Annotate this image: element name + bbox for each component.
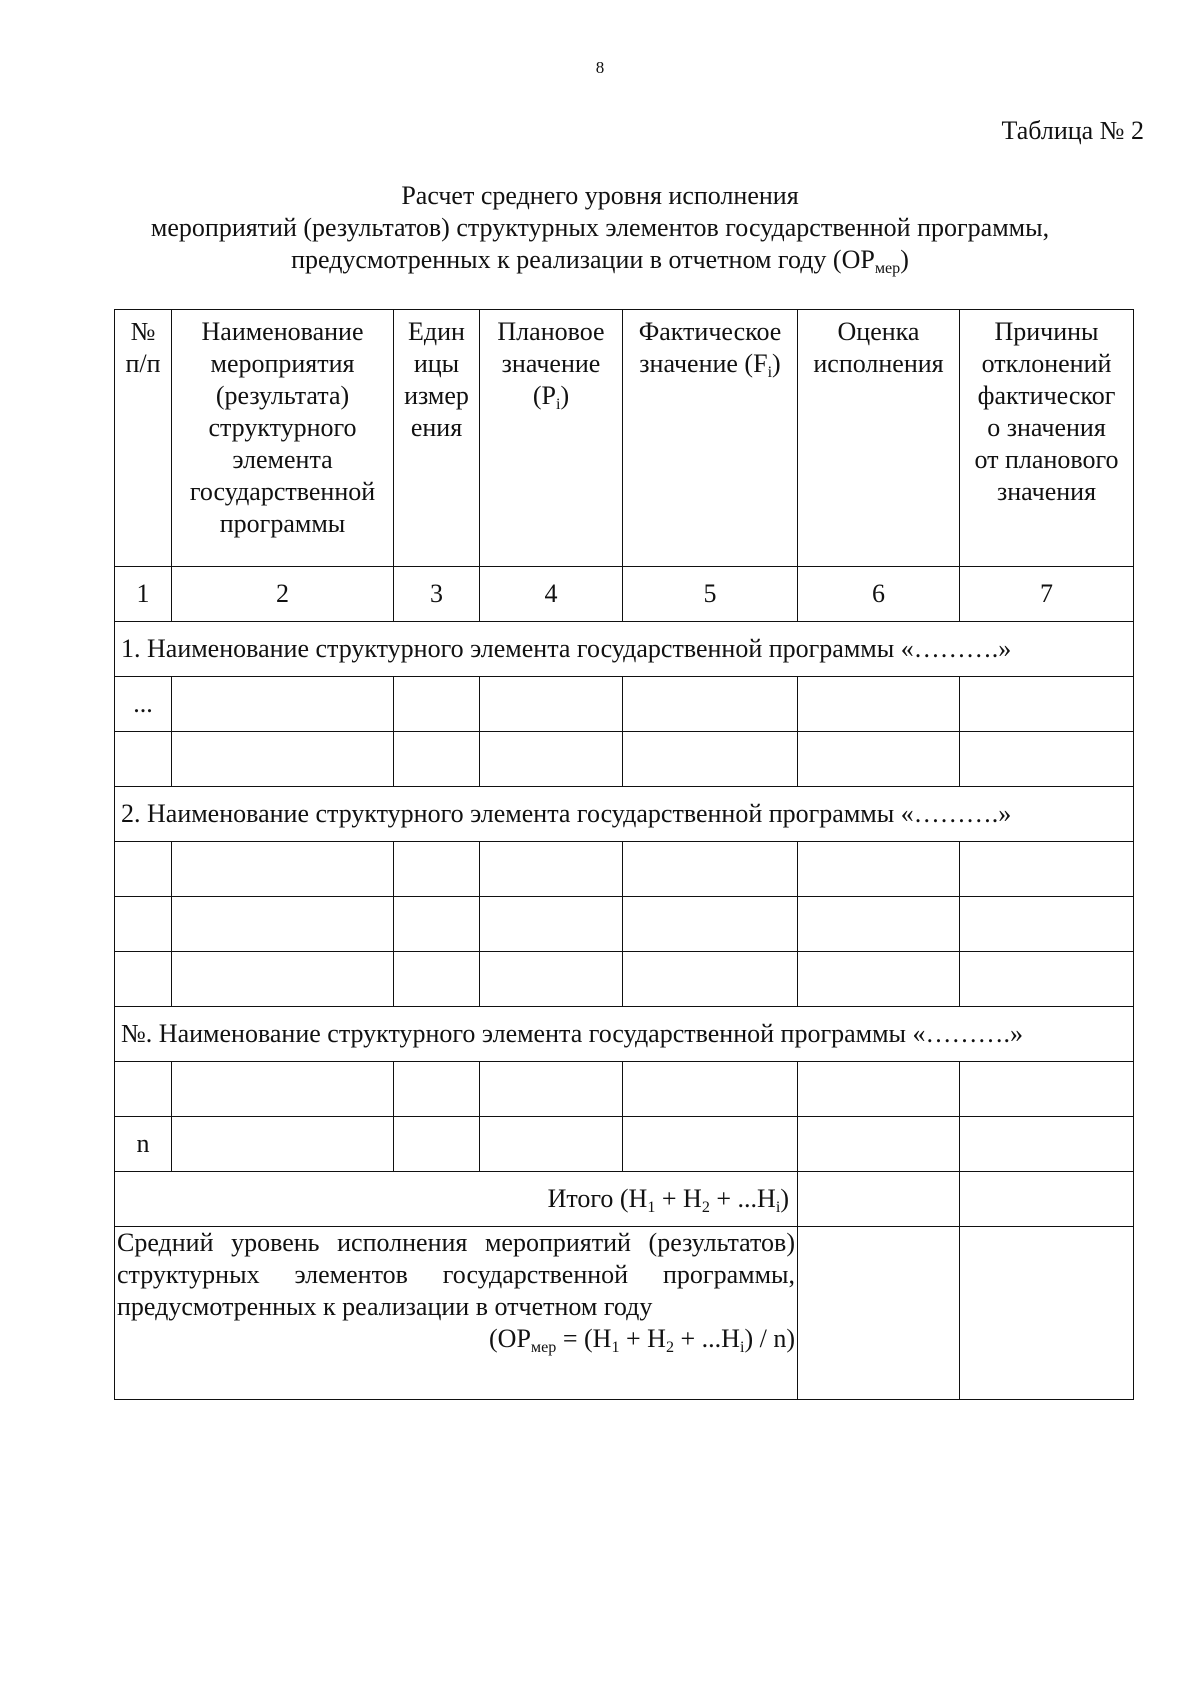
average-reasons-cell bbox=[960, 1227, 1134, 1400]
header-reasons-line: о значения bbox=[987, 413, 1106, 442]
average-formula-part: ) / n) bbox=[744, 1324, 795, 1353]
header-assessment: Оценка исполнения bbox=[798, 310, 960, 567]
total-formula-part: Итого (H bbox=[547, 1184, 648, 1213]
header-unit-line: ицы bbox=[413, 349, 460, 378]
empty-cell bbox=[172, 1117, 394, 1172]
total-formula-part: i bbox=[775, 1198, 781, 1216]
empty-cell bbox=[960, 732, 1134, 787]
header-number: № п/п bbox=[115, 310, 172, 567]
empty-cell bbox=[798, 842, 960, 897]
header-activity-name: Наименование мероприятия (результата) структурного элемента государственной программы bbox=[172, 310, 394, 567]
title-line-3-close: ) bbox=[900, 245, 909, 274]
title-line-3 bbox=[0, 244, 1200, 276]
empty-cell bbox=[798, 1117, 960, 1172]
column-number: 4 bbox=[480, 567, 623, 622]
header-actual-value bbox=[623, 310, 798, 567]
total-formula-part: ) bbox=[780, 1184, 789, 1213]
empty-cell bbox=[480, 897, 623, 952]
empty-cell bbox=[172, 842, 394, 897]
empty-cell bbox=[623, 1117, 798, 1172]
header-reasons-line: отклонений bbox=[981, 349, 1112, 378]
header-planned-close: ) bbox=[560, 381, 570, 410]
header-actual-sub: i bbox=[767, 363, 773, 381]
table-row bbox=[115, 1062, 1134, 1117]
empty-cell bbox=[394, 897, 480, 952]
document-title bbox=[0, 180, 1200, 276]
empty-cell bbox=[480, 952, 623, 1007]
average-label bbox=[115, 1227, 798, 1400]
row-number-cell bbox=[115, 732, 172, 787]
empty-cell bbox=[623, 842, 798, 897]
empty-cell bbox=[394, 677, 480, 732]
average-formula bbox=[117, 1323, 795, 1355]
table-row bbox=[115, 1117, 1134, 1172]
section-title: 2. Наименование структурного элемента государственной программы «……….» bbox=[115, 787, 1134, 842]
total-formula-part: 2 bbox=[701, 1198, 710, 1216]
header-reasons-line: от планового bbox=[974, 445, 1119, 474]
row-number-cell: ... bbox=[115, 677, 172, 732]
column-number: 7 bbox=[960, 567, 1134, 622]
section-title-row bbox=[115, 1007, 1134, 1062]
empty-cell bbox=[623, 1062, 798, 1117]
section-title: 1. Наименование структурного элемента государственной программы «……….» bbox=[115, 622, 1134, 677]
page-number: 8 bbox=[595, 58, 605, 77]
header-row bbox=[115, 310, 1134, 567]
header-actual-close: ) bbox=[772, 349, 781, 378]
empty-cell bbox=[798, 952, 960, 1007]
empty-cell bbox=[960, 677, 1134, 732]
average-formula-part: 2 bbox=[665, 1338, 675, 1356]
empty-cell bbox=[798, 1062, 960, 1117]
total-assessment-cell bbox=[798, 1172, 960, 1227]
section-title-row bbox=[115, 787, 1134, 842]
empty-cell bbox=[394, 732, 480, 787]
empty-cell bbox=[960, 952, 1134, 1007]
column-number: 5 bbox=[623, 567, 798, 622]
row-number-cell: n bbox=[115, 1117, 172, 1172]
row-number-cell bbox=[115, 1062, 172, 1117]
empty-cell bbox=[172, 677, 394, 732]
title-line-2: мероприятий (результатов) структурных элементов государственной программы, bbox=[150, 213, 1050, 242]
column-number: 6 bbox=[798, 567, 960, 622]
title-line-3-main: предусмотренных к реализации в отчетном году (ОР bbox=[291, 245, 875, 274]
header-reasons-line: Причины bbox=[994, 317, 1099, 346]
header-reasons-line: значения bbox=[996, 477, 1097, 506]
empty-cell bbox=[623, 952, 798, 1007]
average-description: Средний уровень исполнения мероприятий (результатов) структурных элементов государственной программы, предусмотренных к реализации в отчетном году bbox=[117, 1228, 795, 1321]
empty-cell bbox=[623, 677, 798, 732]
empty-cell bbox=[172, 732, 394, 787]
title-line-1: Расчет среднего уровня исполнения bbox=[401, 181, 799, 210]
row-number-cell bbox=[115, 842, 172, 897]
header-planned-value bbox=[480, 310, 623, 567]
header-unit-line: ения bbox=[410, 413, 463, 442]
total-row bbox=[115, 1172, 1134, 1227]
empty-cell bbox=[480, 677, 623, 732]
empty-cell bbox=[798, 677, 960, 732]
table-row bbox=[115, 842, 1134, 897]
average-assessment-cell bbox=[798, 1227, 960, 1400]
title-subscript-mer: мер bbox=[874, 259, 901, 277]
empty-cell bbox=[480, 732, 623, 787]
average-formula-part: = (H bbox=[556, 1324, 612, 1353]
total-reasons-cell bbox=[960, 1172, 1134, 1227]
average-formula-part: мер bbox=[530, 1338, 557, 1356]
empty-cell bbox=[172, 952, 394, 1007]
row-number-cell bbox=[115, 952, 172, 1007]
average-formula-part: (ОР bbox=[489, 1324, 531, 1353]
header-deviation-reasons bbox=[960, 310, 1134, 567]
average-formula-part: i bbox=[739, 1338, 745, 1356]
empty-cell bbox=[480, 1117, 623, 1172]
header-planned-sub: i bbox=[555, 395, 561, 413]
table-row bbox=[115, 732, 1134, 787]
section-title: №. Наименование структурного элемента государственной программы «……….» bbox=[115, 1007, 1134, 1062]
column-number: 1 bbox=[115, 567, 172, 622]
empty-cell bbox=[960, 842, 1134, 897]
empty-cell bbox=[172, 1062, 394, 1117]
section-title-row bbox=[115, 622, 1134, 677]
empty-cell bbox=[394, 952, 480, 1007]
row-number-cell bbox=[115, 897, 172, 952]
empty-cell bbox=[623, 732, 798, 787]
header-reasons-line: фактическог bbox=[977, 381, 1116, 410]
column-number: 3 bbox=[394, 567, 480, 622]
average-formula-part: + ...H bbox=[674, 1324, 740, 1353]
empty-cell bbox=[623, 897, 798, 952]
table-row bbox=[115, 897, 1134, 952]
calculation-table bbox=[114, 309, 1134, 1400]
empty-cell bbox=[172, 897, 394, 952]
empty-cell bbox=[960, 1062, 1134, 1117]
table-row bbox=[115, 677, 1134, 732]
total-formula-part: 1 bbox=[647, 1198, 656, 1216]
empty-cell bbox=[798, 897, 960, 952]
average-formula-part: 1 bbox=[611, 1338, 620, 1356]
table-row bbox=[115, 952, 1134, 1007]
table-label: Таблица № 2 bbox=[1001, 116, 1144, 145]
empty-cell bbox=[394, 1117, 480, 1172]
empty-cell bbox=[798, 732, 960, 787]
average-row bbox=[115, 1227, 1134, 1400]
empty-cell bbox=[960, 897, 1134, 952]
average-formula-part: + H bbox=[619, 1324, 666, 1353]
empty-cell bbox=[480, 1062, 623, 1117]
empty-cell bbox=[394, 1062, 480, 1117]
header-unit-line: измер bbox=[404, 381, 469, 410]
total-label bbox=[115, 1172, 798, 1227]
header-unit-line: Един bbox=[408, 317, 465, 346]
header-planned-main: Плановое значение (P bbox=[497, 317, 605, 410]
total-formula-part: + ...H bbox=[709, 1184, 776, 1213]
column-number-row bbox=[115, 567, 1134, 622]
header-actual-main: Фактическое значение (F bbox=[638, 317, 782, 378]
total-formula-part: + H bbox=[655, 1184, 702, 1213]
empty-cell bbox=[960, 1117, 1134, 1172]
empty-cell bbox=[394, 842, 480, 897]
column-number: 2 bbox=[172, 567, 394, 622]
empty-cell bbox=[480, 842, 623, 897]
header-unit bbox=[394, 310, 480, 567]
